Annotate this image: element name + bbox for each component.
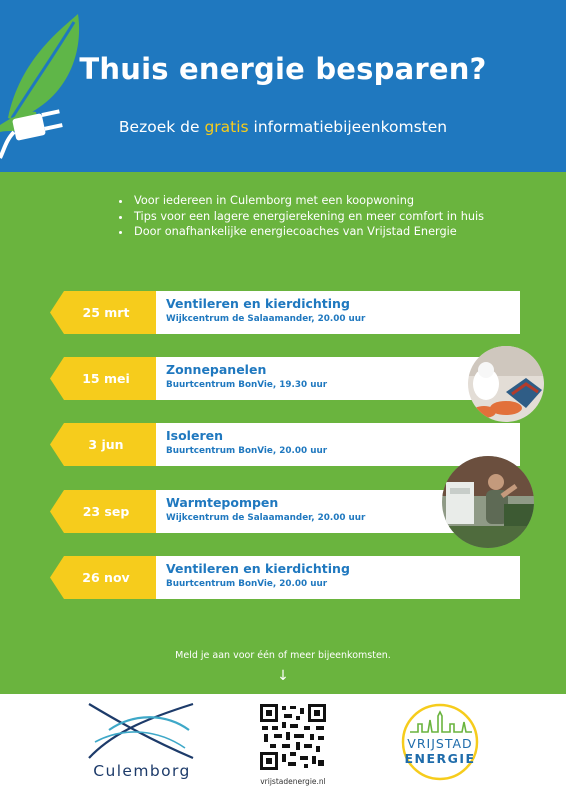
culemborg-logo-text: Culemborg [93,762,191,780]
header-banner [0,0,566,172]
event-title: Ventileren en kierdichting [166,296,350,311]
energie-logo-text: ENERGIE [404,751,476,766]
page-title: Thuis energie besparen? [79,52,487,86]
bullet-list [110,193,484,240]
subtitle-accent: gratis [204,118,249,136]
vrijstad-logo-text: VRIJSTAD [407,736,473,751]
event-location: Buurtcentrum BonVie, 20.00 uur [166,446,328,456]
event-row [50,423,520,466]
bullet-item: • Door onafhankelijke energiecoaches van Vrijstad Energie [132,224,484,240]
event-location: Buurtcentrum BonVie, 19.30 uur [166,380,328,390]
website-url[interactable]: vrijstadenergie.nl [260,777,326,786]
event-title: Isoleren [166,428,223,443]
event-row [50,357,520,400]
event-date: 15 mei [82,371,130,386]
photo-man-heat-pump [442,456,534,548]
subtitle-text: Bezoek de [118,118,205,136]
page-subtitle [60,118,506,136]
event-location: Wijkcentrum de Salaamander, 20.00 uur [166,314,366,324]
qr-code[interactable] [260,704,326,770]
bullet-item: • Tips voor een lagere energierekening en meer comfort in huis [132,209,484,225]
photo-cat-slippers [468,346,544,422]
event-date: 25 mrt [82,305,130,320]
event-title: Zonnepanelen [166,362,267,377]
event-row [50,556,520,599]
culemborg-logo-icon [85,700,197,762]
event-location: Buurtcentrum BonVie, 20.00 uur [166,579,328,589]
event-location: Wijkcentrum de Salaamander, 20.00 uur [166,513,366,523]
bullet-item: • Voor iedereen in Culemborg met een koopwoning [132,193,484,209]
event-date: 26 nov [82,570,130,585]
event-title: Ventileren en kierdichting [166,561,350,576]
signup-cta: Meld je aan voor één of meer bijeenkomsten. [175,650,391,661]
event-row [50,291,520,334]
event-title: Warmtepompen [166,495,279,510]
arrow-down-icon: ↓ [277,668,289,684]
event-date: 3 jun [88,437,124,452]
event-date: 23 sep [82,504,130,519]
subtitle-text-end: informatiebijeenkomsten [248,118,448,136]
